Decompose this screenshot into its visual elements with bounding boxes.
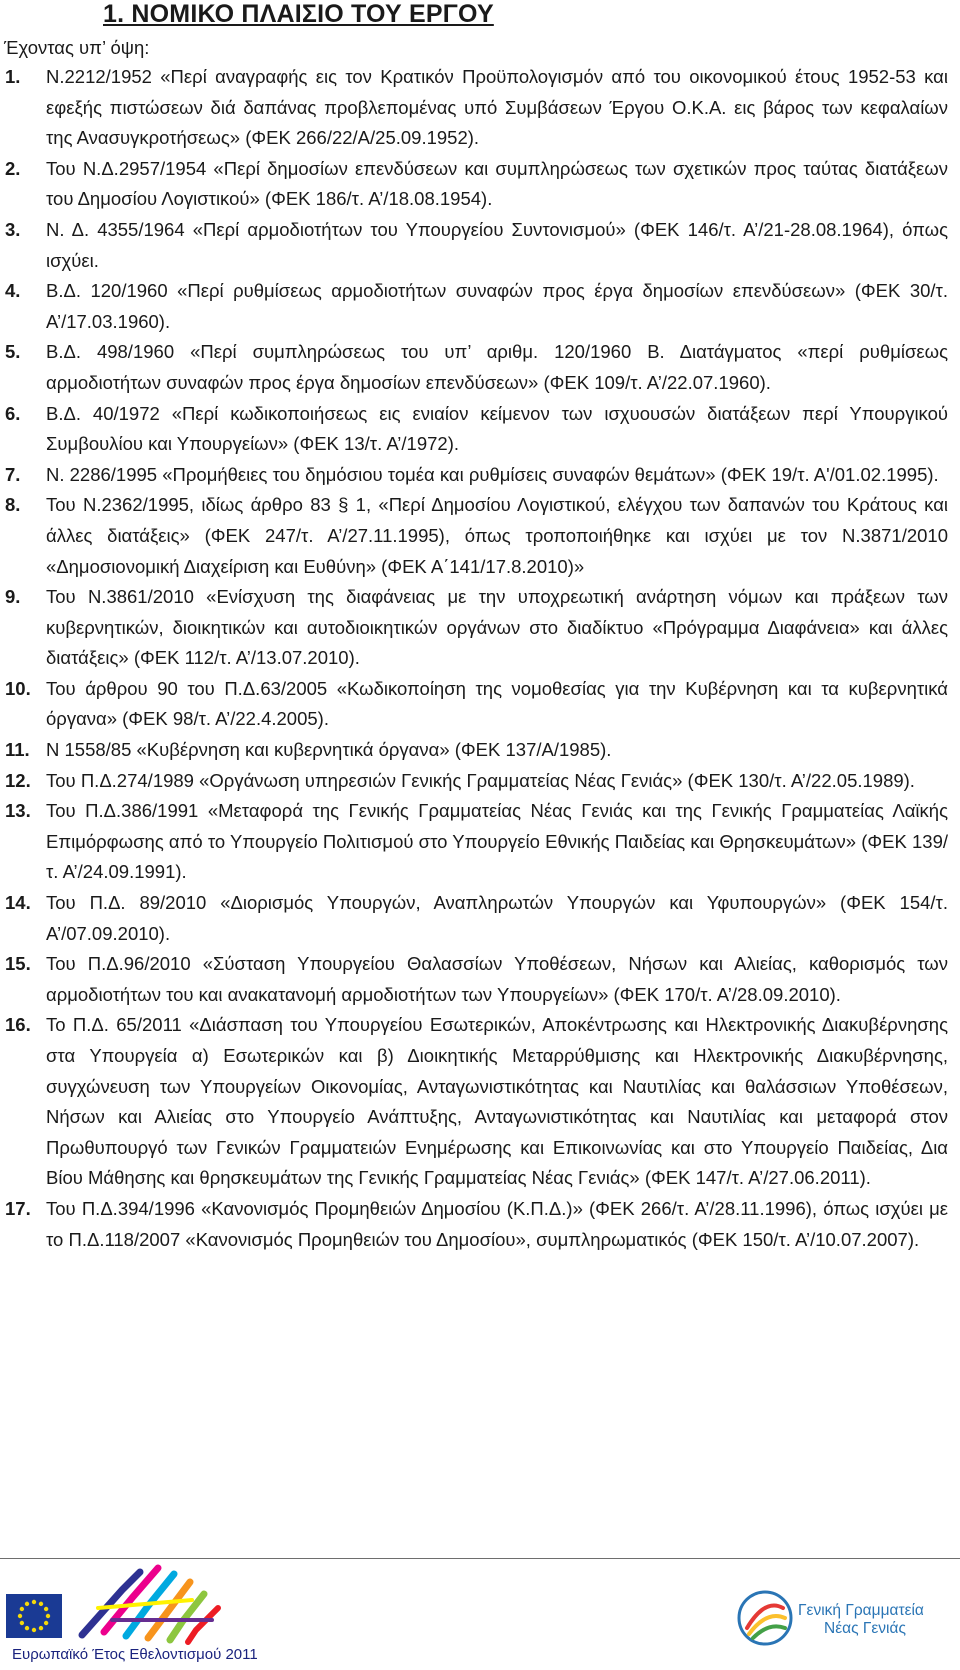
eu-flag-logo (6, 1594, 62, 1638)
eyv-caption: Ευρωπαϊκό Έτος Εθελοντισμού 2011 (12, 1646, 258, 1663)
item-number: 4. (5, 280, 21, 302)
item-text: Του Π.Δ.386/1991 «Μεταφορά της Γενικής Γραμματείας Νέας Γενιάς και της Γενικής Γραμματείας Λαϊκής Επιμόρφωσης από το Υπουργείο Πολιτισμού στο Υπουργείο Εθνικής Παιδείας και Θρησκευμάτων» (ΦΕΚ 139/τ. Α’/24.09.1991). (46, 800, 948, 883)
list-item (0, 215, 960, 276)
item-number: 8. (5, 494, 21, 516)
eu-star (20, 1607, 24, 1611)
list-item (0, 1010, 960, 1194)
eu-star (32, 1628, 36, 1632)
item-text: Ν. 2286/1995 «Προμήθειες του δημόσιου τομέα και ρυθμίσεις συναφών θεμάτων» (ΦΕΚ 19/τ. Α'/01.02.1995). (46, 463, 939, 485)
item-number: 3. (5, 218, 21, 240)
item-text: Του Π.Δ.96/2010 «Σύσταση Υπουργείου Θαλασσίων Υποθέσεων, Νήσων και Αλιείας, καθορισμός των αρμοδιοτήτων του και ανακατανομή αρμοδιοτήτων των Υπουργείων» (ΦΕΚ 170/τ. Α’/28.09.2010). (46, 953, 948, 1005)
list-item (0, 796, 960, 888)
eu-star (25, 1602, 29, 1606)
item-text: Β.Δ. 498/1960 «Περί συμπληρώσεως του υπ’ αριθμ. 120/1960 Β. Διατάγματος «περί ρυθμίσεως αρμοδιοτήτων συναφών προς έργα δημοσίων επενδύσεων» (ΦΕΚ 109/τ. Α’/22.07.1960). (46, 341, 948, 393)
item-number: 9. (5, 586, 21, 608)
gg-name-line2: Νέας Γενιάς (824, 1620, 906, 1637)
item-text: Του Π.Δ. 89/2010 «Διορισμός Υπουργών, Αναπληρωτών Υπουργών και Υφυπουργών» (ΦΕΚ 154/τ. Α’/07.09.2010). (46, 892, 948, 944)
item-text: Του Π.Δ.394/1996 «Κανονισμός Προμηθειών Δημοσίου (Κ.Π.Δ.)» (ΦΕΚ 266/τ. Α’/28.11.1996), όπως ισχύει με το Π.Δ.118/2007 «Κανονισμός Προμηθειών του Δημοσίου», συμπληρωματικός (ΦΕΚ 150/τ. Α’/10.07.2007). (46, 1197, 948, 1250)
footer (0, 1560, 960, 1670)
item-number: 5. (5, 341, 21, 363)
item-number: 6. (5, 402, 21, 424)
eu-star (44, 1607, 48, 1611)
eu-star (25, 1626, 29, 1630)
gg-name-line1: Γενική Γραμματεία (798, 1602, 924, 1619)
eu-star (39, 1602, 43, 1606)
item-number: 17. (5, 1197, 31, 1219)
eu-star (20, 1621, 24, 1625)
list-item (0, 62, 960, 154)
item-number: 11. (5, 739, 30, 761)
item-text: Β.Δ. 40/1972 «Περί κωδικοποιήσεως εις ενιαίον κείμενον των ισχυουσών διατάξεων περί Υπουργικού Συμβουλίου και Υπουργείων» (ΦΕΚ 13/τ. Α’/1972). (46, 402, 948, 455)
list-item (0, 674, 960, 735)
list-item (0, 766, 960, 797)
list-item (0, 276, 960, 337)
item-number: 12. (5, 769, 31, 791)
item-text: Ν. Δ. 4355/1964 «Περί αρμοδιοτήτων του Υπουργείου Συντονισμού» (ΦΕΚ 146/τ. Α’/21-28.08.1964), όπως ισχύει. (46, 218, 948, 271)
item-text: Του Ν.3861/2010 «Ενίσχυση της διαφάνειας με την υποχρεωτική ανάρτηση νόμων και πράξεων των κυβερνητικών, διοικητικών και αυτοδιοικητικών οργάνων στο διαδίκτυο «Πρόγραμμα Διαφάνεια» και άλλες διατάξεις» (ΦΕΚ 112/τ. Α’/13.07.2010). (46, 586, 948, 669)
list-item (0, 888, 960, 949)
item-text: Του άρθρου 90 του Π.Δ.63/2005 «Κωδικοποίηση της νομοθεσίας για την Κυβέρνηση και τα κυβερνητικά όργανα» (ΦΕΚ 98/τ. Α’/22.4.2005). (46, 677, 948, 730)
item-text: Ν.2212/1952 «Περί αναγραφής εις τον Κρατικόν Προϋπολογισμόν από του οικονομικού έτους 1952-53 και εφεξής πιστώσεων διά δαπάνας προβλεπομένας υπό Συμβάσεων Έργου Ο.Κ.Α. εις βάρος των κεφαλαίων της Ανασυγκροτήσεως» (ΦΕΚ 266/22/Α/25.09.1952). (46, 66, 948, 149)
intro-text: Έχοντας υπ’ όψη: (4, 37, 150, 58)
item-text: Ν 1558/85 «Κυβέρνηση και κυβερνητικά όργανα» (ΦΕΚ 137/Α/1985). (46, 739, 612, 761)
legal-framework-list (0, 62, 960, 1255)
list-item (0, 490, 960, 582)
list-item (0, 460, 960, 491)
eu-star (39, 1626, 43, 1630)
item-text: Του Ν.Δ.2957/1954 «Περί δημοσίων επενδύσεων και συμπληρώσεως των σχετικών προς ταύτας διατάξεων του Δημοσίου Λογιστικού» (ΦΕΚ 186/τ. Α’/18.08.1954). (46, 157, 948, 210)
item-text: Β.Δ. 120/1960 «Περί ρυθμίσεως αρμοδιοτήτων συναφών προς έργα δημοσίων επενδύσεων» (ΦΕΚ 30/τ. Α’/17.03.1960). (46, 280, 948, 332)
list-item (0, 337, 960, 398)
list-item (0, 582, 960, 674)
item-text: Του Ν.2362/1995, ιδίως άρθρο 83 § 1, «Περί Δημοσίου Λογιστικού, ελέγχου των δαπανών του Κράτους και άλλες διατάξεις» (ΦΕΚ 247/τ. Α’/27.11.1995), όπως τροποποιήθηκε και ισχύει με τον Ν.3871/2010 «Δημοσιονομική Διαχείριση και Ευθύνη» (ΦΕΚ Α΄141/17.8.2010)» (46, 494, 948, 577)
list-item (0, 949, 960, 1010)
eu-star (18, 1614, 22, 1618)
eu-star (46, 1614, 50, 1618)
item-text: Του Π.Δ.274/1989 «Οργάνωση υπηρεσιών Γενικής Γραμματείας Νέας Γενιάς» (ΦΕΚ 130/τ. Α’/22.05.1989). (46, 769, 915, 791)
eu-star (44, 1621, 48, 1625)
item-number: 7. (5, 463, 21, 485)
item-number: 2. (5, 157, 21, 179)
item-number: 14. (5, 892, 31, 914)
item-number: 16. (5, 1014, 31, 1036)
footer-divider (0, 1558, 960, 1559)
item-text: Το Π.Δ. 65/2011 «Διάσπαση του Υπουργείου Εσωτερικών, Αποκέντρωσης και Ηλεκτρονικής Διακυβέρνησης στα Υπουργεία α) Εσωτερικών και β) Διοικητικής Μεταρρύθμισης και Ηλεκτρονικής Διακυβέρνησης, συγχώνευση των Υπουργείων Οικονομίας, Ανταγωνιστικότητας και Ναυτιλίας και θαλάσσιων Υποθέσεων, Νήσων και Αλιείας στο Υπουργείο Ανάπτυξης, Ανταγωνιστικότητας και Ναυτιλίας και μεταφορά στον Πρωθυπουργό των Γενικών Γραμματειών Ενημέρωσης και Επικοινωνίας και στο Υπουργείο Παιδείας, Δια Βίου Μάθησης και θρησκευμάτων της Γενικής Γραμματείας Νέας Γενιάς» (ΦΕΚ 147/τ. Α’/27.06.2011). (46, 1014, 948, 1189)
item-number: 1. (5, 66, 21, 87)
item-number: 10. (5, 677, 31, 699)
list-item (0, 399, 960, 460)
item-number: 13. (5, 800, 31, 822)
list-item (0, 154, 960, 215)
eu-star (32, 1600, 36, 1604)
list-item (0, 735, 960, 766)
eu-stars-icon (6, 1594, 62, 1638)
european-year-volunteering-logo (62, 1560, 242, 1648)
page-title: 1. ΝΟΜΙΚΟ ΠΛΑΙΣΙΟ ΤΟΥ ΕΡΓΟΥ (103, 0, 494, 28)
item-number: 15. (5, 953, 31, 975)
general-secretariat-youth-name (798, 1602, 958, 1638)
general-secretariat-youth-logo (735, 1588, 795, 1648)
list-item (0, 1194, 960, 1255)
